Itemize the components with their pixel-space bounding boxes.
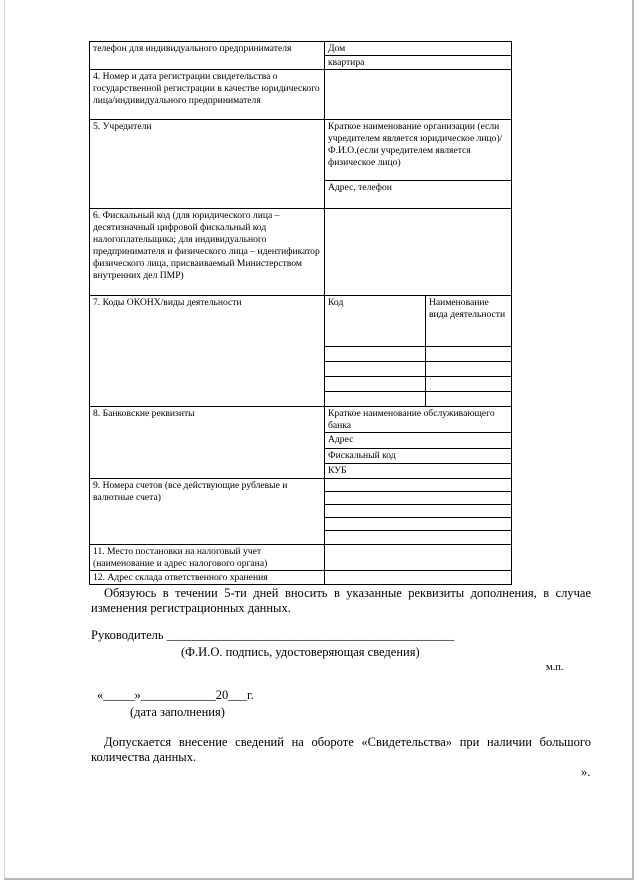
- house-field[interactable]: Дом: [325, 42, 512, 56]
- code-cell[interactable]: [325, 362, 426, 377]
- table-row: [90, 545, 512, 571]
- table-row: [90, 479, 512, 492]
- code-cell[interactable]: [325, 347, 426, 362]
- code-cell[interactable]: [325, 377, 426, 392]
- table-row: [90, 42, 512, 56]
- apartment-field[interactable]: квартира: [325, 56, 512, 70]
- warehouse-label: 12. Адрес склада ответственного хранения: [90, 571, 325, 585]
- tax-office-value[interactable]: [325, 545, 512, 571]
- activity-codes-label: 7. Коды ОКОНХ/виды деятельности: [90, 296, 325, 407]
- closing-quote: ».: [581, 765, 591, 779]
- activity-cell[interactable]: [426, 362, 512, 377]
- bank-address-field[interactable]: Адрес: [325, 433, 512, 449]
- bank-name-field[interactable]: Краткое наименование обслуживающего банка: [325, 407, 512, 433]
- table-row: [90, 209, 512, 296]
- head-signature-line: [91, 628, 454, 643]
- table-row: [90, 120, 512, 181]
- table-row: [90, 407, 512, 433]
- accounts-label: 9. Номера счетов (все действующие рублевые и валютные счета): [90, 479, 325, 545]
- code-cell[interactable]: [325, 392, 426, 407]
- allowance-paragraph: Допускается внесение сведений на обороте «Свидетельства» при наличии большого количества данных.: [91, 735, 591, 764]
- registration-label: 4. Номер и дата регистрации свидетельства о государственной регистрации в качестве юридического лица/индивидуального предпринимателя: [90, 70, 325, 120]
- activity-cell[interactable]: [426, 377, 512, 392]
- head-label: Руководитель: [91, 628, 164, 642]
- table-row: [90, 571, 512, 585]
- date-caption: (дата заполнения): [130, 705, 225, 719]
- founders-label: 5. Учредители: [90, 120, 325, 209]
- account-cell[interactable]: [325, 531, 512, 545]
- requisites-table: [89, 41, 512, 585]
- bank-label: 8. Банковские реквизиты: [90, 407, 325, 479]
- registration-value[interactable]: [325, 70, 512, 120]
- tax-office-label: 11. Место постановки на налоговый учет (наименование и адрес налогового органа): [90, 545, 325, 571]
- date-field[interactable]: «_____»____________20___г.: [97, 688, 254, 702]
- table-row: [90, 70, 512, 120]
- account-cell[interactable]: [325, 479, 512, 492]
- fiscal-code-value[interactable]: [325, 209, 512, 296]
- fiscal-code-label: 6. Фискальный код (для юридического лица – десятизначный цифровой фискальный код налогоплательщика; для индивидуального предпринимателя и физического лица – идентификатор физического лица, присваиваемый Министерством внутренних дел ПМР): [90, 209, 325, 296]
- head-caption: (Ф.И.О. подпись, удостоверяющая сведения): [181, 645, 420, 659]
- founder-address-field[interactable]: Адрес, телефон: [325, 181, 512, 209]
- table-row: [90, 296, 512, 347]
- head-signature-field[interactable]: ______________________________________________: [166, 628, 455, 642]
- account-cell[interactable]: [325, 505, 512, 518]
- phone-label: телефон для индивидуального предпринимателя: [90, 42, 325, 70]
- activity-cell[interactable]: [426, 347, 512, 362]
- warehouse-value[interactable]: [325, 571, 512, 585]
- bank-kub-field[interactable]: КУБ: [325, 464, 512, 479]
- stamp-place: м.п.: [546, 662, 564, 673]
- activity-name-header: Наименование вида деятельности: [426, 296, 512, 347]
- activity-cell[interactable]: [426, 392, 512, 407]
- founder-name-field[interactable]: Краткое наименование организации (если учредителем является юридическое лицо)/ Ф.И.О.(если учредителем является физическое лицо): [325, 120, 512, 181]
- code-header: Код: [325, 296, 426, 347]
- bank-fiscal-code-field[interactable]: Фискальный код: [325, 449, 512, 464]
- obligation-paragraph: Обязуюсь в течении 5-ти дней вносить в указанные реквизиты дополнения, в случае изменения регистрационных данных.: [91, 586, 591, 615]
- account-cell[interactable]: [325, 518, 512, 531]
- account-cell[interactable]: [325, 492, 512, 505]
